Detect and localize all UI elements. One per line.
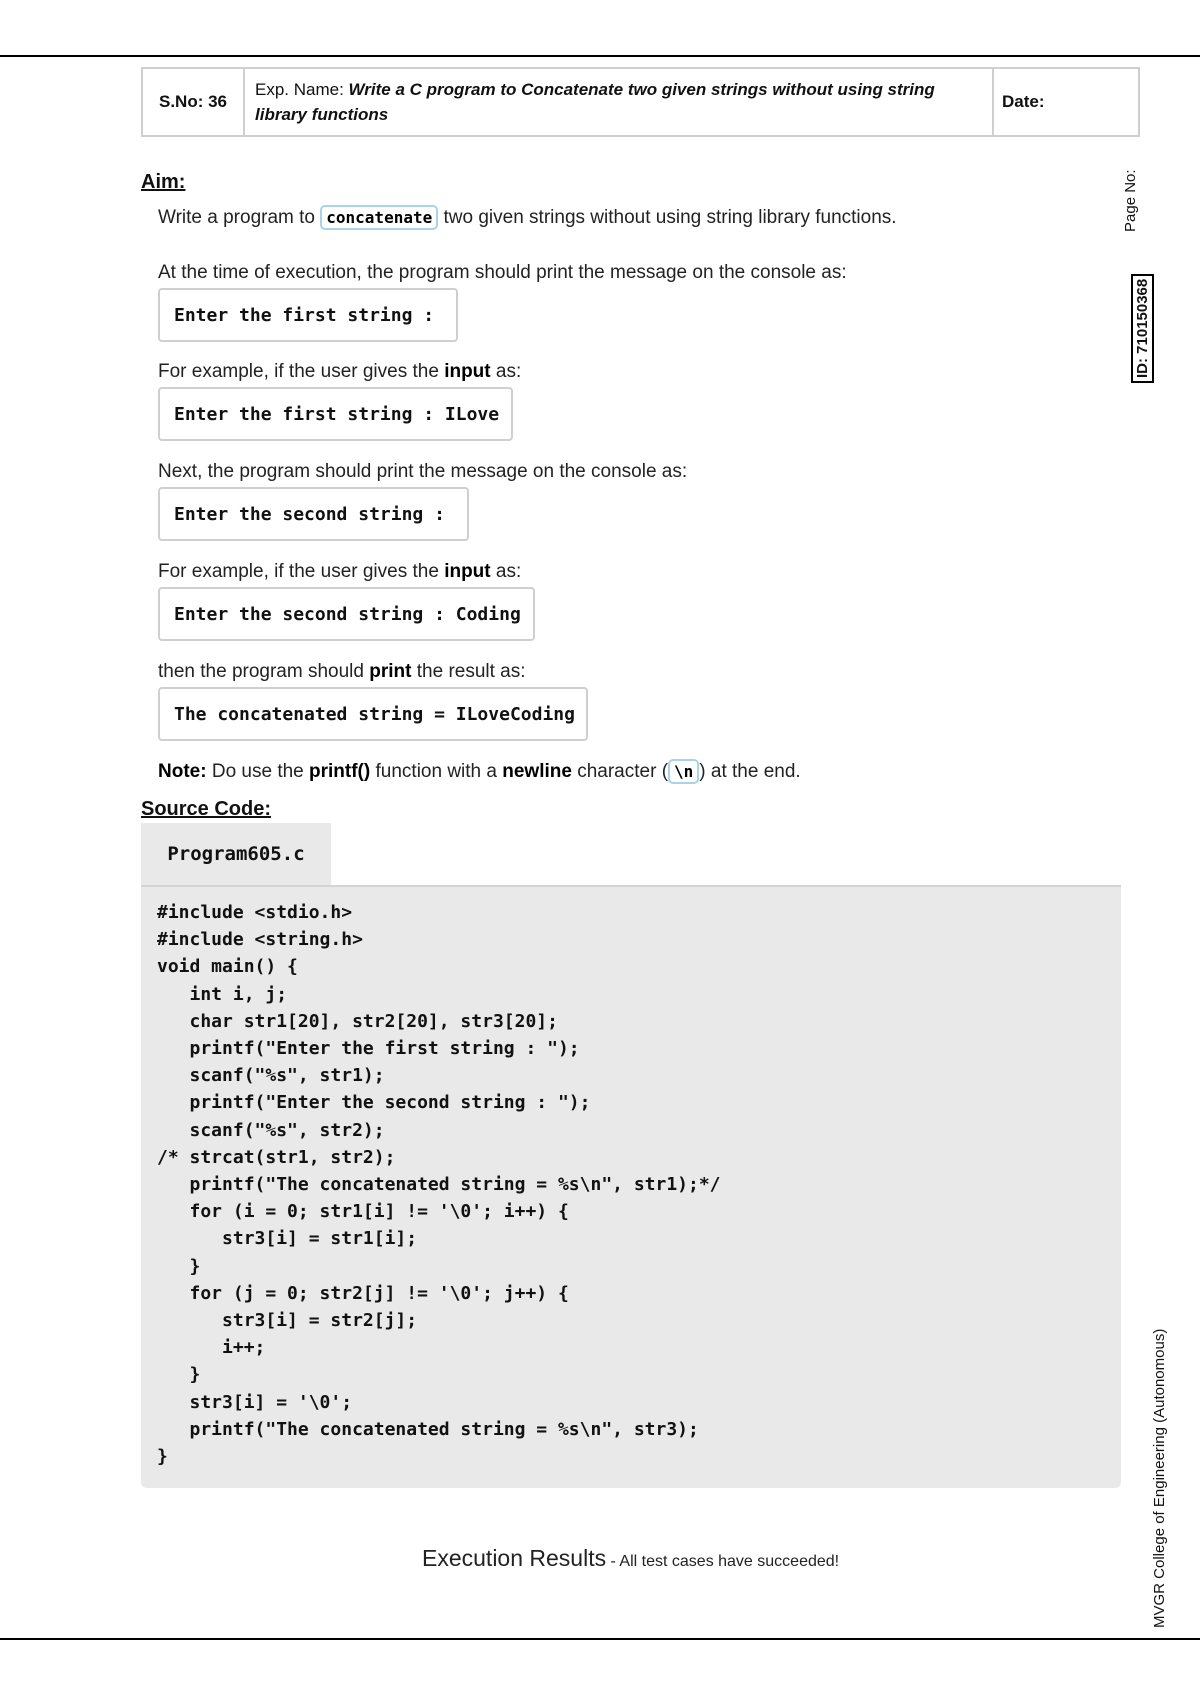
printf-keyword: printf() <box>309 761 371 782</box>
experiment-name-value: Write a C program to Concatenate two given strings without using string library functions <box>255 80 935 124</box>
top-rule <box>0 55 1200 57</box>
aim-line-5 <box>158 561 521 583</box>
aim-line-2: At the time of execution, the program should print the message on the console as: <box>158 262 847 283</box>
aim-line-6-text: then the program should <box>158 661 370 682</box>
execution-results-title: Execution Results <box>422 1545 607 1571</box>
student-id: ID: 710150368 <box>1131 274 1154 383</box>
console-box-4: Enter the second string : Coding <box>158 587 535 641</box>
serial-number: S.No: 36 <box>143 69 245 135</box>
aim-line-3 <box>158 361 521 383</box>
execution-results <box>422 1545 839 1572</box>
aim-line-1-text: Write a program to <box>158 207 321 228</box>
source-code-heading: Source Code: <box>141 798 272 820</box>
note-text-3: character ( <box>571 761 669 782</box>
note-text-2: function with a <box>370 761 503 782</box>
note-text-4: ) at the end. <box>699 761 801 782</box>
console-box-5: The concatenated string = ILoveCoding <box>158 687 588 741</box>
aim-line-3-text: For example, if the user gives the <box>158 361 445 382</box>
college-name: MVGR College of Engineering (Autonomous) <box>1151 1328 1168 1628</box>
aim-line-1-tail: two given strings without using string library functions. <box>438 207 897 228</box>
page-number-label: Page No: <box>1122 169 1139 232</box>
aim-line-3-tail: as: <box>490 361 522 382</box>
console-box-1: Enter the first string : <box>158 288 458 342</box>
concatenate-code: concatenate <box>320 205 438 230</box>
bottom-rule <box>0 1638 1200 1640</box>
console-box-3: Enter the second string : <box>158 487 469 541</box>
aim-line-1 <box>158 207 897 229</box>
input-keyword-2: input <box>444 561 491 582</box>
note-text-1: Do use the <box>206 761 310 782</box>
newline-keyword: newline <box>502 761 572 782</box>
note-label: Note: <box>158 761 207 782</box>
experiment-header-table <box>141 67 1140 137</box>
aim-line-5-tail: as: <box>490 561 522 582</box>
file-tab[interactable]: Program605.c <box>141 823 331 885</box>
date-field: Date: <box>1002 92 1045 111</box>
note-line <box>158 761 801 783</box>
experiment-name <box>245 69 994 135</box>
aim-line-6 <box>158 661 526 683</box>
code-block <box>141 885 1121 1488</box>
aim-heading: Aim: <box>141 171 186 193</box>
input-keyword-1: input <box>444 361 491 382</box>
aim-line-4: Next, the program should print the message on the console as: <box>158 461 688 482</box>
execution-status: - All test cases have succeeded! <box>606 1553 840 1570</box>
source-code: #include <stdio.h> #include <string.h> void main() { int i, j; char str1[20], str2[20], str3[20]; printf("Enter the first string : "); scanf("%s", str1); printf("Enter the second string : "); scanf("%s", str2); /* strcat(str1, str2); printf("The concatenated string = %s\n", str1);*/ for (i = 0; str1[i] != '\0'; i++) { str3[i] = str1[i]; } for (j = 0; str2[j] != '\0'; j++) { str3[i] = str2[j]; i++; } str3[i] = '\0'; printf("The concatenated string = %s\n", str3); } <box>157 902 721 1468</box>
experiment-name-label: Exp. Name: <box>255 80 349 99</box>
console-box-2: Enter the first string : ILove <box>158 387 513 441</box>
aim-line-5-text: For example, if the user gives the <box>158 561 445 582</box>
newline-code: \n <box>668 759 699 784</box>
aim-line-6-tail: the result as: <box>411 661 526 682</box>
print-keyword: print <box>369 661 412 682</box>
